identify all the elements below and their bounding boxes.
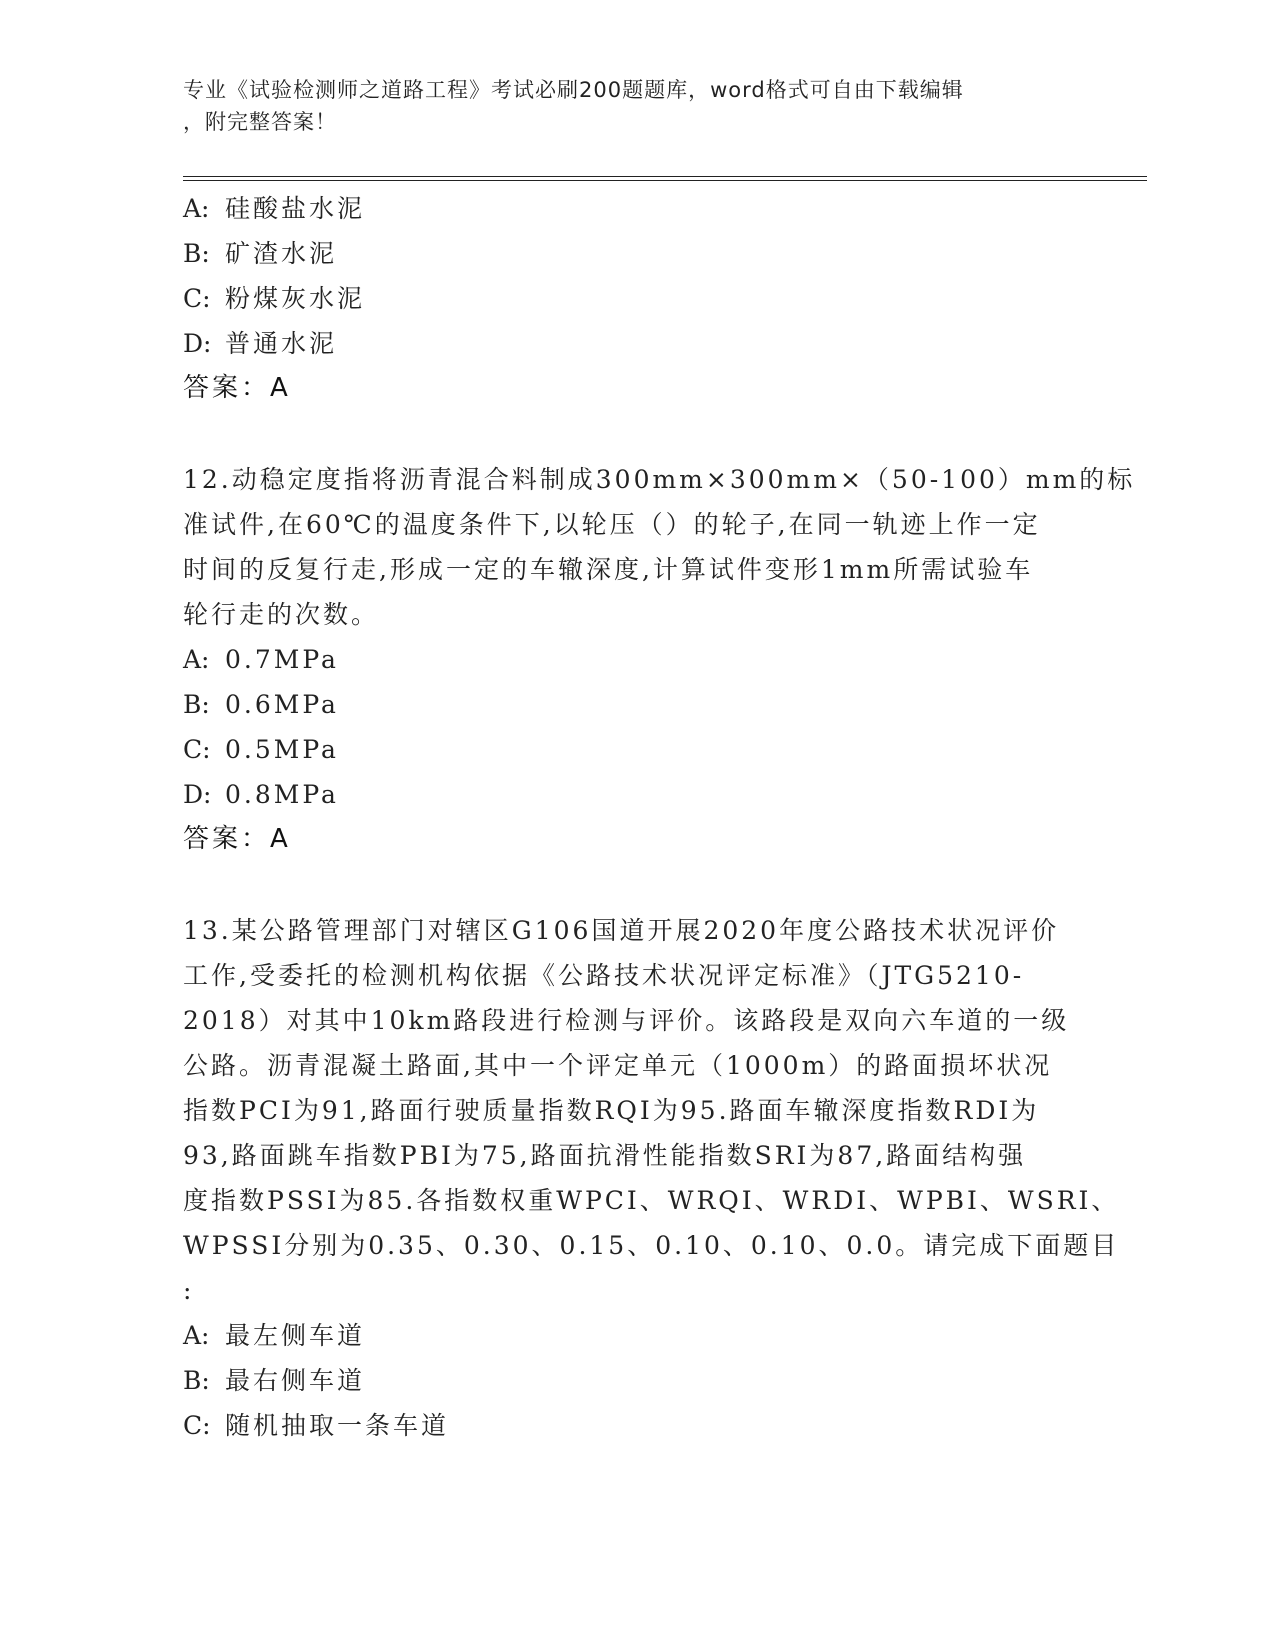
header-line-2: ，附完整答案！ [183,110,337,134]
header-divider-top [183,176,1147,177]
question-13-options [183,1313,1073,1448]
question-12-text: 12.动稳定度指将沥青混合料制成300mm×300mm×（50-100）mm的标 准试件,在60℃的温度条件下,以轮压（）的轮子,在同一轨迹上作一定 时间的反复行走,形成一定的车辙深度,计算试件变形1mm所需试验车 轮行走的次数。 [183,465,1136,629]
spacer [183,862,1073,908]
option-d: D: 0.8MPa [183,780,339,809]
option-c: C: 粉煤灰水泥 [183,284,366,313]
option-a: A: 0.7MPa [183,645,339,674]
header-line-1: 专业《试验检测师之道路工程》考试必刷200题题库，word格式可自由下载编辑 [183,78,964,102]
option-c: C: 随机抽取一条车道 [183,1411,450,1440]
document-header [183,74,1083,138]
header-divider-bottom [183,180,1147,181]
option-b: B: 0.6MPa [183,690,339,719]
option-d: D: 普通水泥 [183,329,338,358]
question-12-answer: 答案：A [183,824,291,854]
question-13-text: 13.某公路管理部门对辖区G106国道开展2020年度公路技术状况评价 工作,受委托的检测机构依据《公路技术状况评定标准》（JTG5210- 2018）对其中10km路段进行检测与评价。该路段是双向六车道的一级 公路。沥青混凝土路面,其中一个评定单元（1000m）的路面损坏状况 指数PCI为91,路面行驶质量指数RQI为95.路面车辙深度指数RDI为 93,路面跳车指数PBI为75,路面抗滑性能指数SRI为87,路面结构强 度指数PSSI为85.各指数权重WPCI、WRQI、WRDI、WPBI、WSRI、 WPSSI分别为0.35、0.30、0.15、0.10、0.10、0.0。请完成下面题目 : [183,916,1120,1305]
option-c: C: 0.5MPa [183,735,339,764]
option-a: A: 最左侧车道 [183,1321,366,1350]
option-a: A: 硅酸盐水泥 [183,194,366,223]
question-11-options [183,186,1073,366]
option-b: B: 矿渣水泥 [183,239,338,268]
spacer [183,411,1073,457]
question-12-options [183,637,1073,817]
question-content [183,186,1136,1448]
question-11-answer: 答案：A [183,373,291,403]
option-b: B: 最右侧车道 [183,1366,366,1395]
